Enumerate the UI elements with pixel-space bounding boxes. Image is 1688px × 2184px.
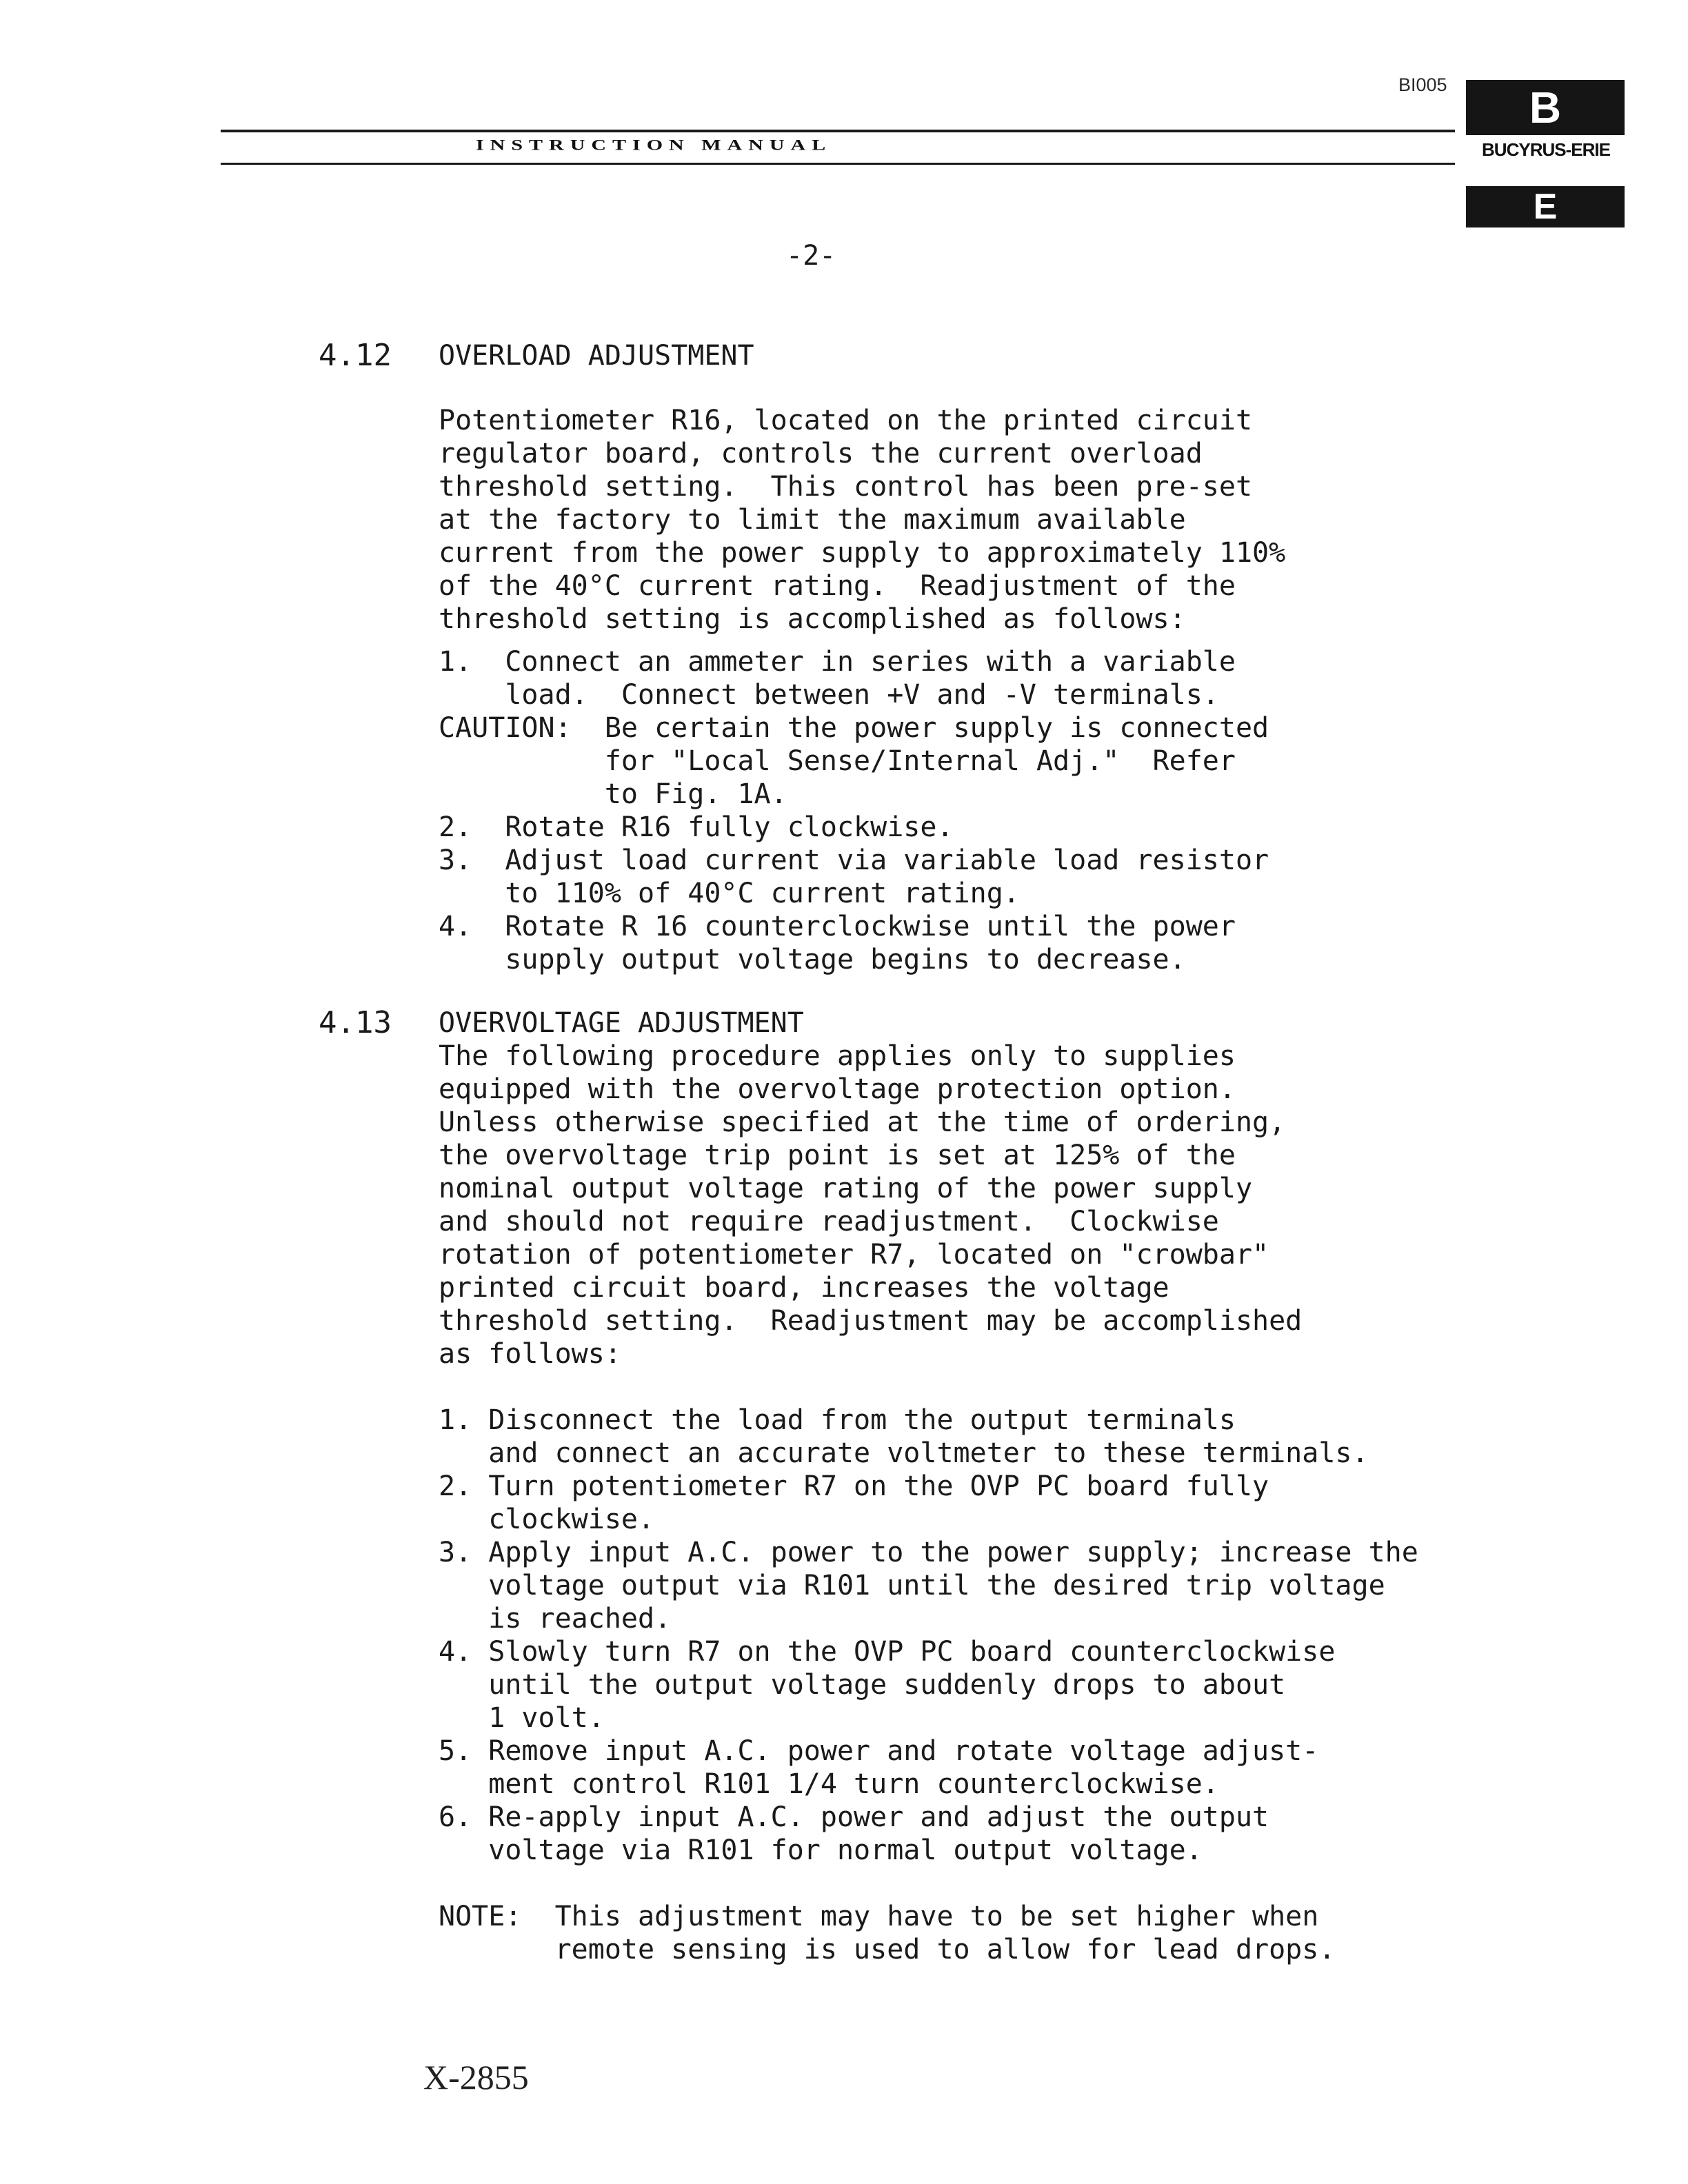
- step-4-12-3-line: to 110% of 40°C current rating.: [439, 878, 1020, 909]
- section-4-13-paragraph-line: threshold setting. Readjustment may be accomplished: [439, 1305, 1303, 1337]
- step-4-13-6-line: voltage via R101 for normal output voltage.: [439, 1834, 1203, 1866]
- step-4-13-2-line: 2. Turn potentiometer R7 on the OVP PC board fully: [439, 1470, 1269, 1502]
- section-4-12-paragraph-line: Potentiometer R16, located on the printed circuit: [439, 405, 1253, 436]
- section-4-13-paragraph-line: as follows:: [439, 1338, 621, 1370]
- note-line: NOTE: This adjustment may have to be set higher when: [439, 1901, 1319, 1932]
- step-4-13-4-line: 1 volt.: [439, 1702, 605, 1734]
- step-4-13-5-line: 5. Remove input A.C. power and rotate voltage adjust-: [439, 1735, 1319, 1767]
- section-4-13-paragraph-line: equipped with the overvoltage protection option.: [439, 1073, 1236, 1105]
- section-4-13-paragraph-line: The following procedure applies only to supplies: [439, 1040, 1236, 1072]
- step-4-13-3-line: is reached.: [439, 1603, 672, 1635]
- step-4-13-2-line: clockwise.: [439, 1504, 655, 1535]
- step-4-13-3-line: 3. Apply input A.C. power to the power supply; increase the: [439, 1537, 1418, 1568]
- step-4-12-3-line: 3. Adjust load current via variable load resistor: [439, 845, 1269, 876]
- section-4-12-paragraph-line: threshold setting. This control has been pre-set: [439, 471, 1253, 503]
- section-4-12-paragraph-line: threshold setting is accomplished as follows:: [439, 603, 1186, 635]
- company-logo-top: B: [1466, 80, 1625, 135]
- note-line: remote sensing is used to allow for lead drops.: [439, 1934, 1336, 1965]
- section-4-12-paragraph-line: at the factory to limit the maximum available: [439, 504, 1186, 536]
- section-4-13-paragraph-line: rotation of potentiometer R7, located on "crowbar": [439, 1239, 1269, 1271]
- step-4-12-4-line: 4. Rotate R 16 counterclockwise until the power: [439, 911, 1236, 942]
- header-rule-bottom: [221, 163, 1455, 165]
- step-4-12-1-line: load. Connect between +V and -V terminals.: [439, 679, 1219, 711]
- section-4-12-number: 4.12: [319, 338, 392, 373]
- caution-line: for "Local Sense/Internal Adj." Refer: [439, 745, 1236, 777]
- step-4-13-3-line: voltage output via R101 until the desired trip voltage: [439, 1570, 1385, 1601]
- section-4-13-paragraph-line: Unless otherwise specified at the time of ordering,: [439, 1106, 1286, 1138]
- header-rule-top: [221, 130, 1455, 132]
- section-4-12-paragraph-line: of the 40°C current rating. Readjustment of the: [439, 570, 1236, 602]
- step-4-13-1-line: 1. Disconnect the load from the output terminals: [439, 1404, 1236, 1436]
- document-id: BI005: [1398, 74, 1447, 95]
- step-4-12-4-line: supply output voltage begins to decrease.: [439, 944, 1186, 975]
- section-4-13-paragraph-line: the overvoltage trip point is set at 125% of the: [439, 1140, 1236, 1171]
- step-4-13-6-line: 6. Re-apply input A.C. power and adjust the output: [439, 1801, 1269, 1833]
- section-4-12-paragraph-line: regulator board, controls the current overload: [439, 438, 1203, 469]
- section-4-13-paragraph-line: and should not require readjustment. Clockwise: [439, 1206, 1219, 1237]
- step-4-13-4-line: 4. Slowly turn R7 on the OVP PC board counterclockwise: [439, 1636, 1336, 1668]
- footer-document-code: X-2855: [423, 2058, 529, 2096]
- section-4-13-heading: OVERVOLTAGE ADJUSTMENT: [439, 1007, 804, 1039]
- company-logo-name: BUCYRUS-ERIE: [1482, 139, 1610, 160]
- company-logo-bottom: E: [1466, 186, 1625, 228]
- step-4-13-1-line: and connect an accurate voltmeter to these terminals.: [439, 1437, 1369, 1469]
- section-4-12-heading: OVERLOAD ADJUSTMENT: [439, 340, 754, 372]
- section-4-12-paragraph-line: current from the power supply to approximately 110%: [439, 537, 1286, 569]
- caution-line: CAUTION: Be certain the power supply is connected: [439, 712, 1269, 744]
- manual-title: INSTRUCTION MANUAL: [476, 136, 832, 154]
- section-4-13-paragraph-line: nominal output voltage rating of the power supply: [439, 1173, 1253, 1204]
- step-4-13-5-line: ment control R101 1/4 turn counterclockwise.: [439, 1768, 1219, 1800]
- caution-line: to Fig. 1A.: [439, 778, 787, 810]
- step-4-13-4-line: until the output voltage suddenly drops to about: [439, 1669, 1286, 1701]
- step-4-12-1-line: 1. Connect an ammeter in series with a variable: [439, 646, 1236, 678]
- section-4-13-number: 4.13: [319, 1005, 392, 1040]
- page-number: -2-: [786, 240, 836, 272]
- section-4-13-paragraph-line: printed circuit board, increases the voltage: [439, 1272, 1169, 1304]
- step-4-12-2: 2. Rotate R16 fully clockwise.: [439, 811, 954, 843]
